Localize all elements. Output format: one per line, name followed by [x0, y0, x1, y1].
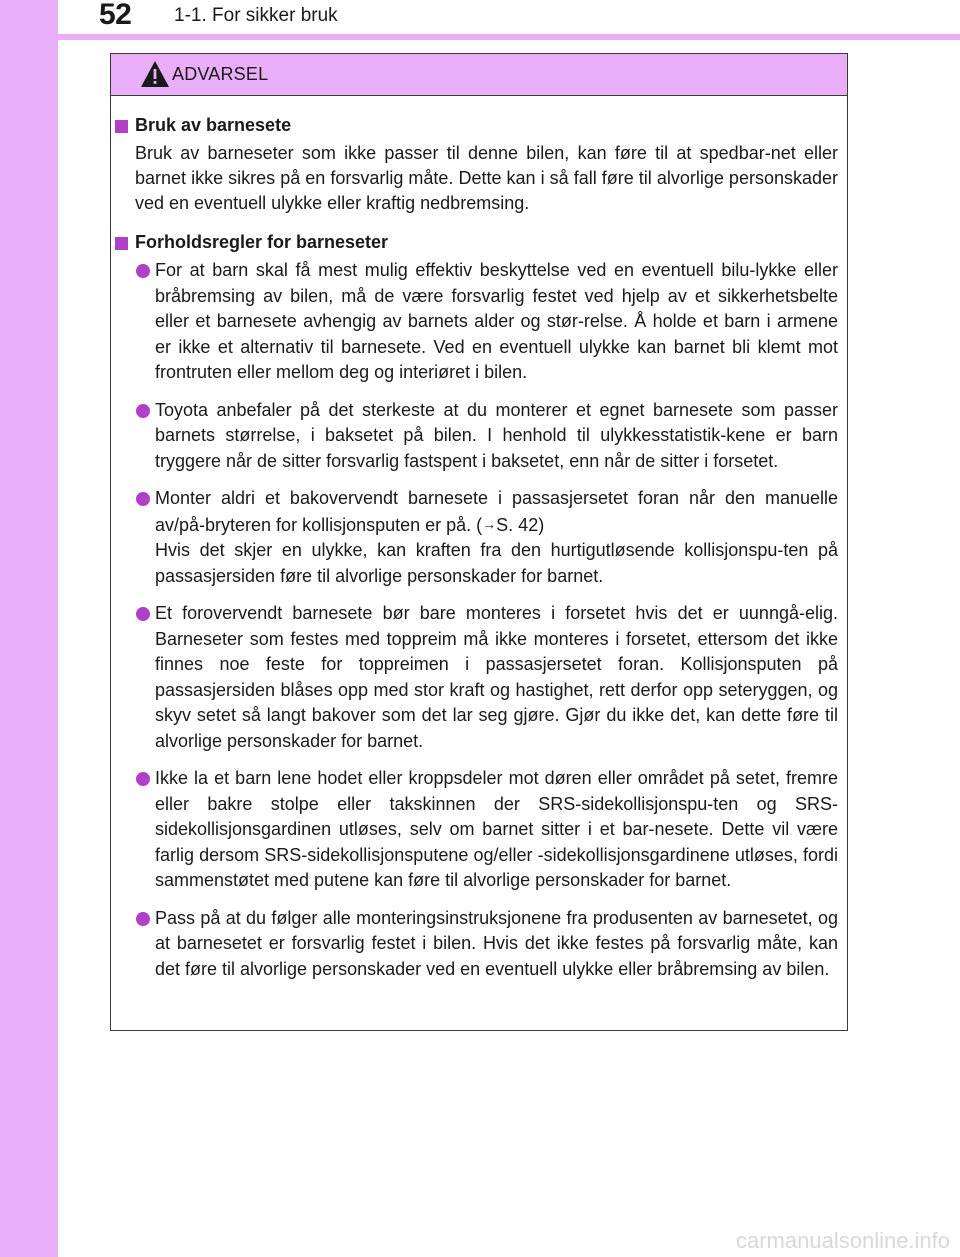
list-item-text: Et forovervendt barnesete bør bare monteres i forsetet hvis det er uunngå-elig. Barneseter som festes med toppreim må ikke monteres i forsetet, ettersom det ikke finnes noe feste for toppreimen i passasjersetet foran. Kollisjonsputen på passasjersiden blåses opp med stor kraft og hastighet, rett derfor opp seteryggen, og skyv setet så langt bakover som det lar seg gjøre. Gjør du ikke det, kan dette føre til alvorlige personskader for barnet. — [155, 603, 838, 751]
list-item-text: Pass på at du følger alle monteringsinstruksjonene fra produsenten av barnesetet, og at barnesetet er forsvarlig festet i bilen. Hvis det ikke festes på forsvarlig måte, kan det føre til alvorlige personskader ved en eventuell ulykke eller bråbremsing av bilen. — [155, 907, 838, 979]
watermark: carmanualsonline.info — [736, 1228, 951, 1253]
list-item — [111, 906, 838, 983]
page-number: 52 — [99, 0, 132, 31]
round-bullet-icon — [136, 404, 150, 418]
page-reference-link[interactable] — [482, 515, 544, 535]
warning-content — [111, 96, 846, 994]
section-title: 1-1. For sikker bruk — [174, 5, 338, 26]
section-heading — [111, 230, 838, 255]
list-item-text: Hvis det skjer en ulykke, kan kraften fra den hurtigutløsende kollisjonspu-ten på passasjersiden føre til alvorlige personskader for barnet. — [155, 540, 838, 586]
arrow-right-icon: → — [482, 515, 497, 532]
square-bullet-icon — [115, 120, 128, 133]
square-bullet-icon — [115, 237, 128, 250]
round-bullet-icon — [136, 264, 150, 278]
list-item — [111, 398, 838, 475]
round-bullet-icon — [136, 772, 150, 786]
list-item-text: Monter aldri et bakovervendt barnesete i passasjersetet foran når den manuelle av/på-bryteren for kollisjonsputen er på. ( — [155, 488, 838, 535]
section-paragraph: Bruk av barneseter som ikke passer til denne bilen, kan føre til at spedbar-net eller barnet ikke sikres på en forsvarlig måte. Dette kan i så fall føre til alvorlige personskader ved en eventuell ulykke eller kraftig nedbremsing. — [135, 143, 838, 213]
round-bullet-icon — [136, 492, 150, 506]
section-heading-text: Bruk av barnesete — [135, 115, 292, 135]
list-item — [111, 766, 838, 894]
warning-box — [110, 53, 848, 1031]
page-reference-text: S. 42) — [496, 514, 545, 535]
warning-triangle-icon — [140, 60, 170, 88]
section-heading — [111, 113, 838, 138]
list-item-text: For at barn skal få mest mulig effektiv beskyttelse ved en eventuell bilu-lykke eller bråbremsing av bilen, må de være forsvarlig festet ved hjelp av et sikkerhetsbelte eller et barnesete avhengig av barnets alder og stør-relse. Å holde et barn i armene er ikke et alternativ til barnesete. Ved en eventuell ulykke kan barnet bli klemt mot frontruten eller mellom deg og interiøret i bilen. — [155, 260, 838, 382]
round-bullet-icon — [136, 912, 150, 926]
list-item-text: Ikke la et barn lene hodet eller kroppsdeler mot døren eller området på setet, fremre eller bakre stolpe eller takskinnen der SRS-sidekollisjonspu-ten og SRS-sidekollisjonsgardinen utløses, selv om barnet sitter i et bar-nesete. Dette vil være farlig dersom SRS-sidekollisjonsputene og/eller -sidekollisjonsgardinene utløses, fordi sammenstøtet med putene kan føre til alvorlige personskader for barnet. — [155, 768, 838, 890]
list-item — [111, 601, 838, 754]
list-item — [111, 486, 838, 589]
list-item-text: Toyota anbefaler på det sterkeste at du monterer et egnet barnesete som passer barnets størrelse, i baksetet på bilen. I henhold til ulykkesstatistik-kene er barn tryggere når de sitter forsvarlig fastspent i baksetet, enn når de sitter i forsetet. — [155, 399, 838, 471]
warning-label: ADVARSEL — [172, 64, 269, 84]
list-item — [111, 258, 838, 386]
section-heading-text: Forholdsregler for barneseter — [135, 232, 389, 252]
round-bullet-icon — [136, 607, 150, 621]
warning-header — [111, 54, 847, 96]
side-color-band — [0, 0, 58, 1257]
